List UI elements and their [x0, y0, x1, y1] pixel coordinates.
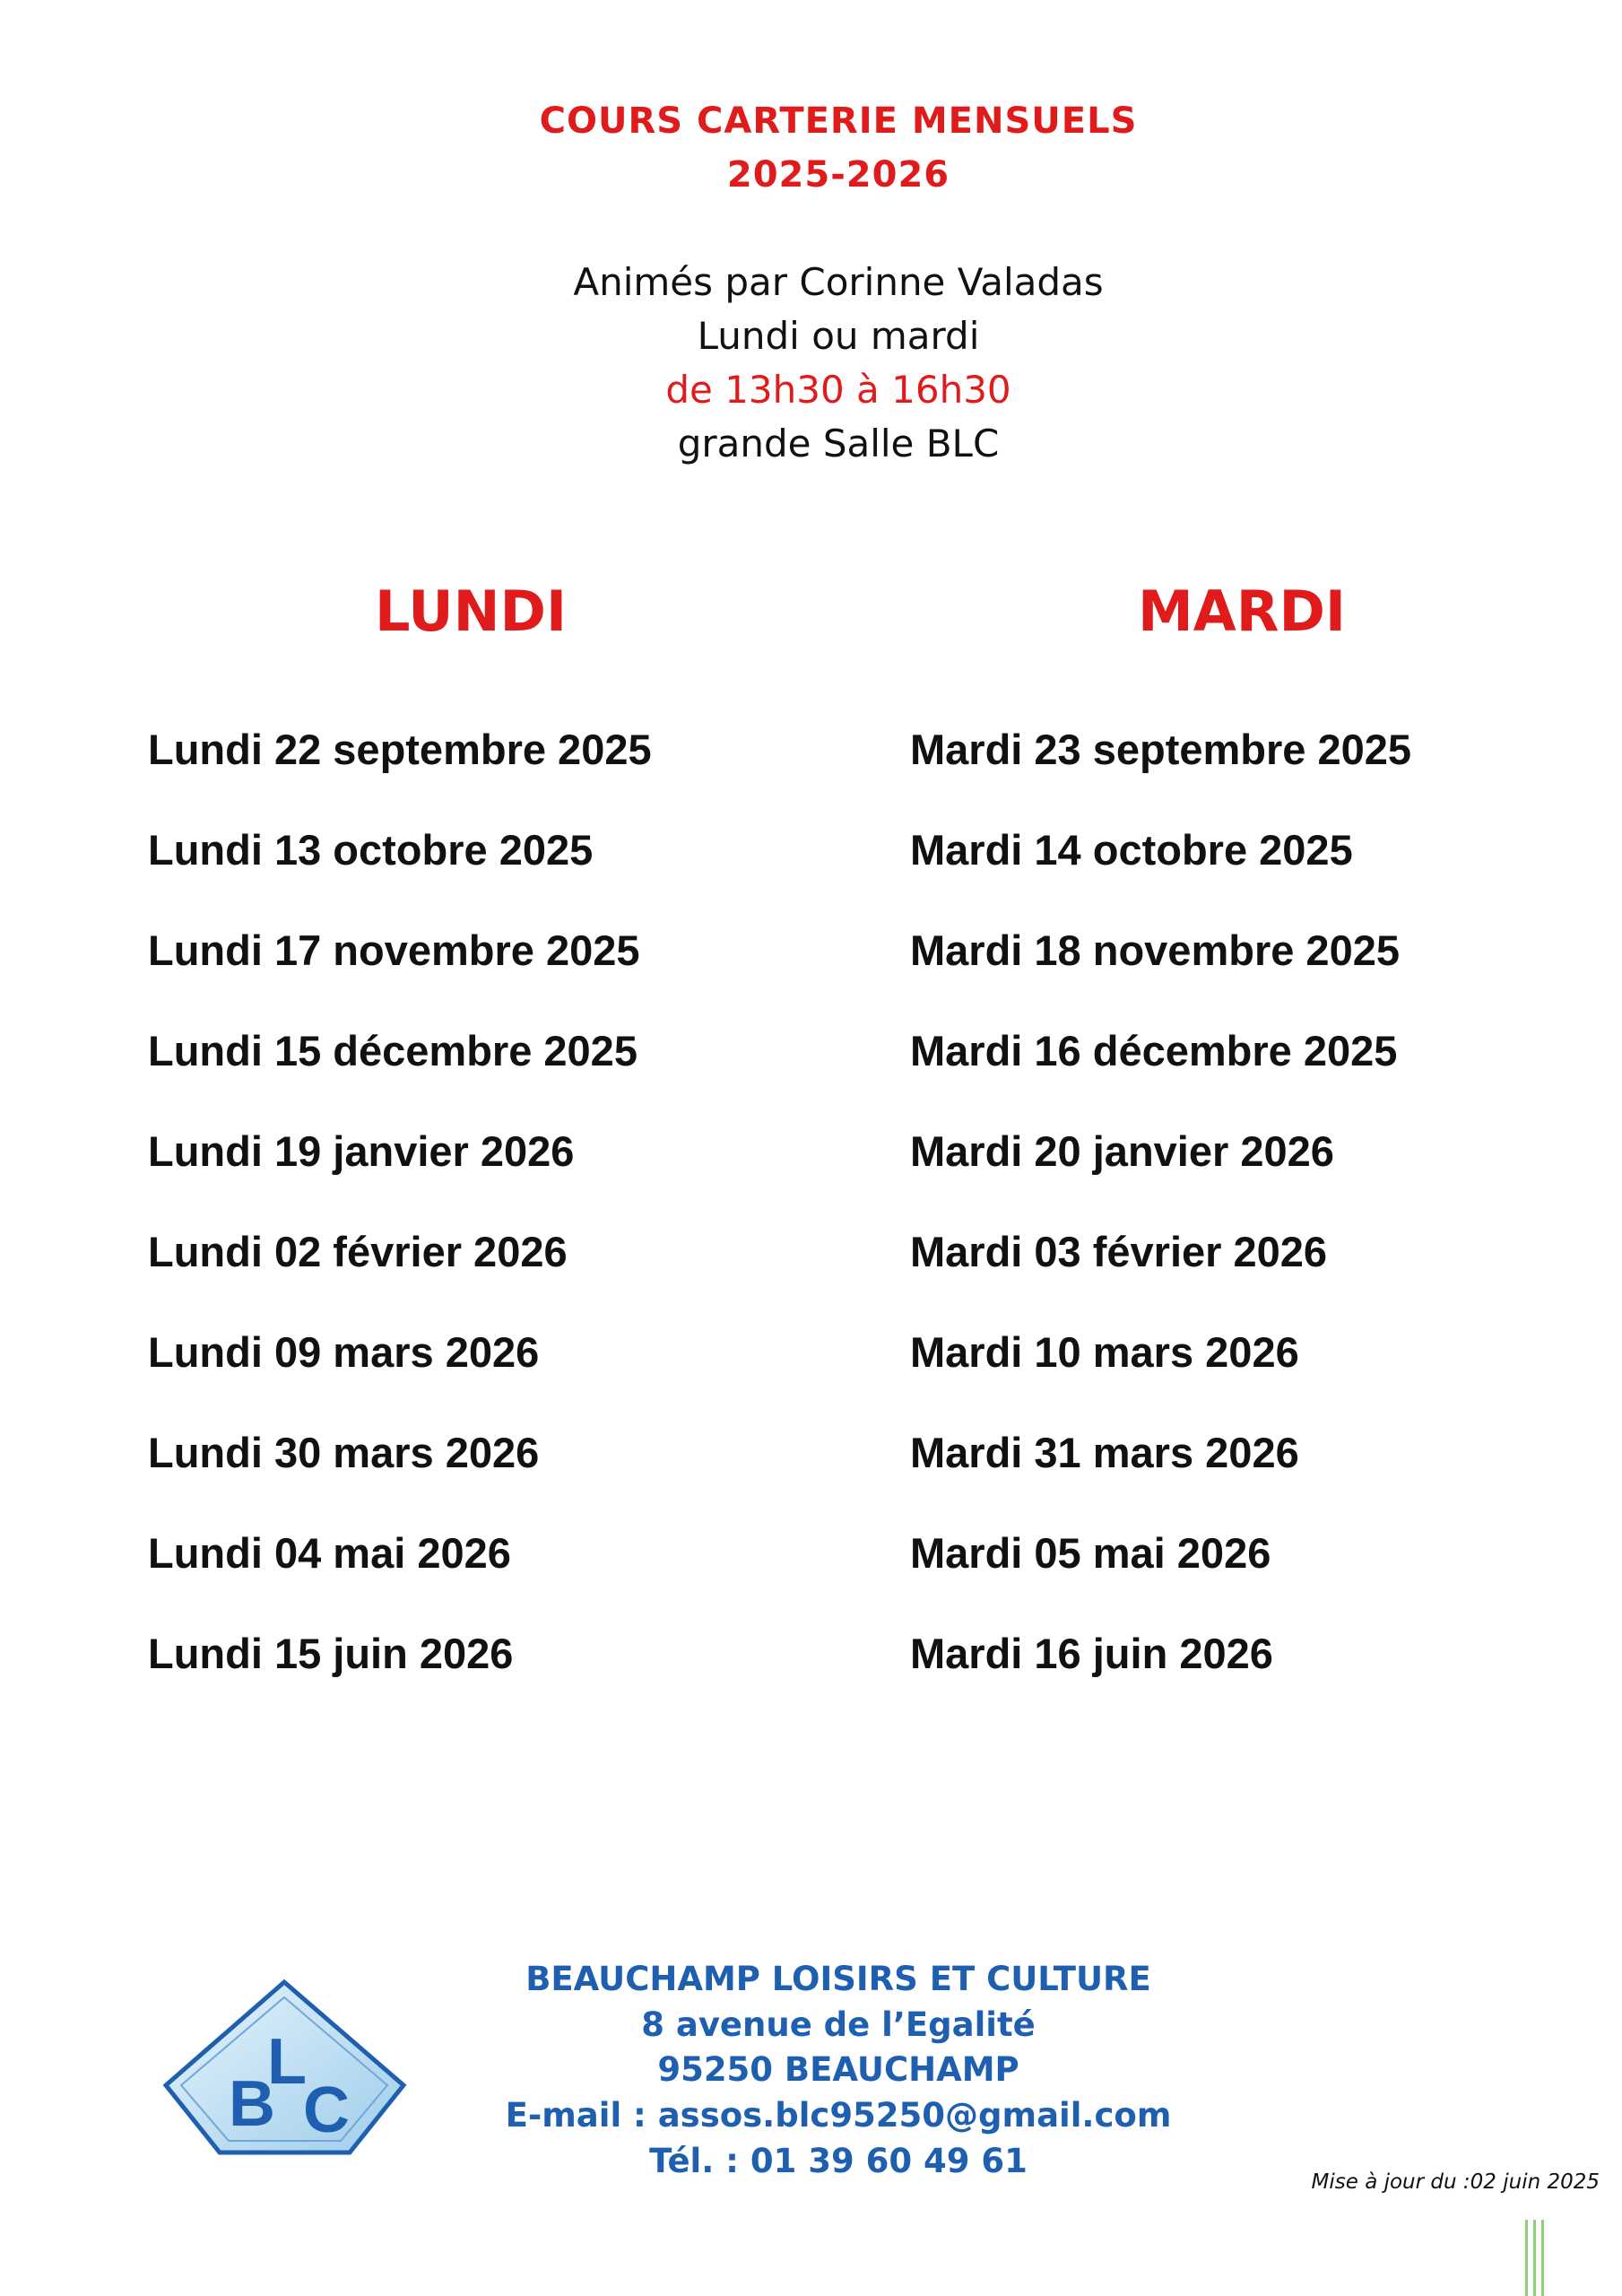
days-line: Lundi ou mardi — [697, 314, 980, 358]
org-phone: Tél. : 01 39 60 49 61 — [649, 2142, 1028, 2180]
monday-date: Lundi 15 juin 2026 — [148, 1630, 514, 1677]
animator-line: Animés par Corinne Valadas — [573, 260, 1104, 304]
org-name: BEAUCHAMP LOISIRS ET CULTURE — [525, 1960, 1151, 1998]
org-email: E-mail : assos.blc95250@gmail.com — [505, 2096, 1172, 2135]
tuesday-date: Mardi 31 mars 2026 — [910, 1429, 1299, 1476]
tuesday-date: Mardi 14 octobre 2025 — [910, 826, 1353, 874]
tuesday-date: Mardi 16 juin 2026 — [910, 1630, 1273, 1677]
org-city: 95250 BEAUCHAMP — [657, 2050, 1019, 2089]
logo-letter-c: C — [303, 2074, 350, 2146]
monday-date: Lundi 13 octobre 2025 — [148, 826, 594, 874]
decorative-bars — [1524, 2220, 1546, 2296]
tuesday-date: Mardi 16 décembre 2025 — [910, 1027, 1398, 1074]
monday-date: Lundi 17 novembre 2025 — [148, 926, 640, 974]
hours-line: de 13h30 à 16h30 — [665, 368, 1011, 412]
monday-date: Lundi 15 décembre 2025 — [148, 1027, 638, 1074]
monday-date: Lundi 02 février 2026 — [148, 1228, 568, 1275]
logo-letter-b: B — [229, 2068, 275, 2140]
tuesday-date: Mardi 05 mai 2026 — [910, 1529, 1271, 1577]
monday-date: Lundi 22 septembre 2025 — [148, 726, 652, 773]
tuesday-date: Mardi 03 février 2026 — [910, 1228, 1328, 1275]
org-address: 8 avenue de l’Egalité — [641, 2005, 1036, 2044]
monday-date: Lundi 19 janvier 2026 — [148, 1127, 575, 1175]
monday-date: Lundi 09 mars 2026 — [148, 1328, 540, 1376]
tuesday-date: Mardi 10 mars 2026 — [910, 1328, 1299, 1376]
monday-date: Lundi 04 mai 2026 — [148, 1529, 511, 1577]
tuesday-date: Mardi 20 janvier 2026 — [910, 1127, 1334, 1175]
tuesday-heading: MARDI — [1138, 578, 1346, 644]
logo-letter-l: L — [267, 2026, 307, 2098]
monday-heading: LUNDI — [374, 578, 568, 644]
season-title: 2025-2026 — [726, 154, 950, 196]
room-line: grande Salle BLC — [677, 422, 1000, 465]
tuesday-date: Mardi 23 septembre 2025 — [910, 726, 1412, 773]
document-title: COURS CARTERIE MENSUELS — [539, 100, 1138, 142]
update-date: Mise à jour du :02 juin 2025 — [1311, 2170, 1600, 2194]
tuesday-date: Mardi 18 novembre 2025 — [910, 926, 1400, 974]
monday-date: Lundi 30 mars 2026 — [148, 1429, 540, 1476]
